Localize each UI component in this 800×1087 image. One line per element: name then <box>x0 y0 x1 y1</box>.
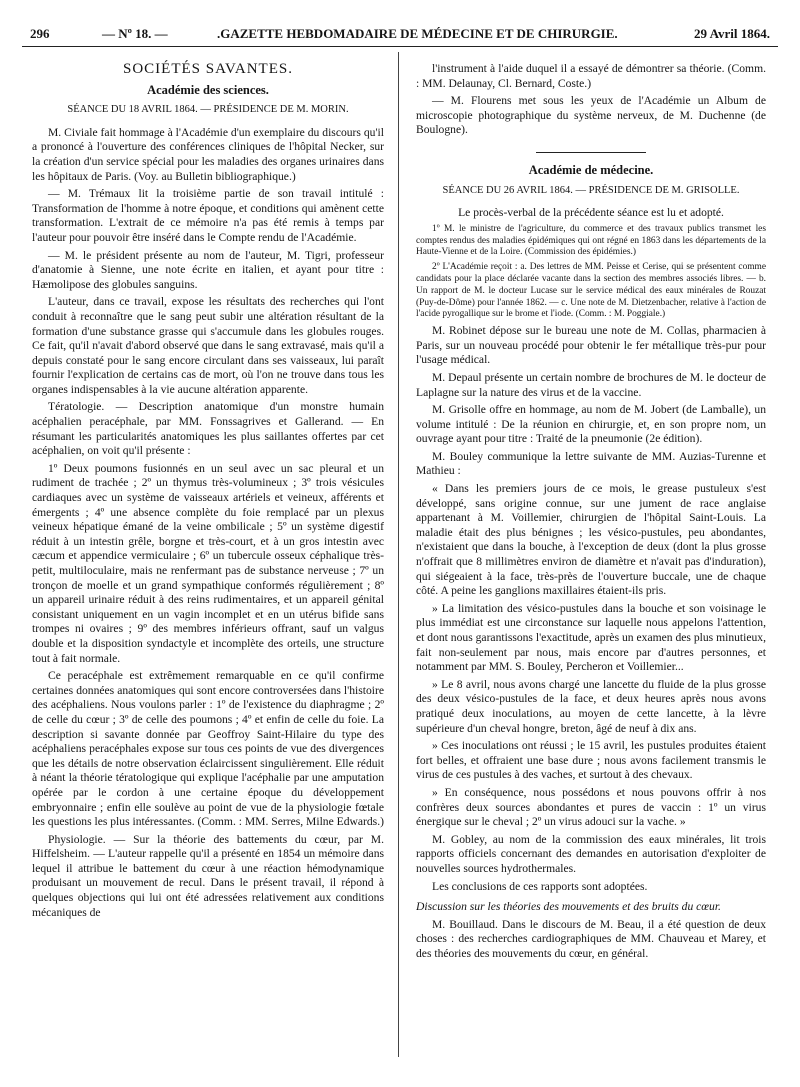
proces-verbal: Le procès-verbal de la précédente séance est lu et adopté. <box>458 206 724 220</box>
paragraph: M. Gobley, au nom de la commission des eaux minérales, lit trois rapports officiels concernant des demandes en autorisation d'exploiter de nouvelles sources hydrothermales. <box>416 832 766 875</box>
correspondence-item: 2º L'Académie reçoit : a. Des lettres de MM. Peisse et Cerise, qui se présentent comme candidats pour la place déclarée vacante dans la section des membres associés libres. — b. Un rapport de M. le docteur Lucase sur le service médical des eaux minérales de Rouzat (Puy-de-Dôme) pour l'année 1862. — c. Une note de M. Dietzenbacher, relative à l'action de l'acide pyrogallique sur le brome et l'iode. (Comm. : M. Poggiale.) <box>416 262 766 320</box>
paragraph: » Ces inoculations ont réussi ; le 15 avril, les pustules produites étaient fort belles, et offraient une base dure ; nous avons facilement transmis le virus de ces pustules à des vaches, et surtout à des chevaux. <box>416 739 766 782</box>
issue-number: — Nº 18. — <box>102 26 168 41</box>
paragraph: M. Bouley communique la lettre suivante de MM. Auzias-Turenne et Mathieu : <box>416 449 766 478</box>
paragraph: « Dans les premiers jours de ce mois, le grease pustuleux s'est développé, sans origine connue, sur une jument de race anglaise appartenant à M. Voillemier, chirurgien de l'hôpital Saint-Louis. La maladie était des plus bénignes ; les vésico-pustules, peu abondantes, n'existaient que dans la bouche, à l'exception de deux (dont la plus grosse n'offrait que 8 millimètres environ de diamètre et n'avait pas d'induration), qui siégeaient à la face, très-près de l'ouverture buccale, une de chaque côté. A peine les ganglions maxillaires étaient-ils pris. <box>416 482 766 598</box>
paragraph: — M. Trémaux lit la troisième partie de son travail intitulé : Transformation de l'homme à notre époque, et conditions qui amènent cette transformation. L'extrait de ce mémoire n'a pas été remis à temps par l'auteur pour pouvoir être inséré dans le Compte rendu de l'Académie. <box>32 187 384 244</box>
paragraph: Les conclusions de ces rapports sont adoptées. <box>432 879 648 893</box>
paragraph: — M. Flourens met sous les yeux de l'Académie un Album de microscopie photographique du système nerveux, de M. Duchenne (de Boulogne). <box>416 94 766 137</box>
paragraph: Ce peracéphale est extrêmement remarquable en ce qu'il confirme certaines données anatomiques qui sont encore controversées dans l'histoire des acéphaliens. Nous voulons parler : 1º de l'existence du diaphragme ; 2º de celle du cœur ; 3º de celle des poumons ; 4º et enfin de celle du foie. La description si savante donnée par Geoffroy Saint-Hilaire du type des acéphaliens peracéphales expose sur tous ces points de vue des divergences que les détails de notre observation éclaircissent singulièrement. Elle réduit à néant la théorie tératologique qui explique l'acéphalie par une amputation opérée par le cordon à une certaine époque du développement embryonnaire ; enfin elle soulève au point de vue de la physiologie fœtale les questions les plus intéressantes. (Comm. : MM. Serres, Milne Edwards.) <box>32 669 384 829</box>
paragraph: M. Bouillaud. Dans le discours de M. Beau, il a été question de deux choses : des recherches cardiographiques de MM. Chauveau et Marey, et des théories des mouvements du cœur, en général. <box>416 917 766 960</box>
seance-line: SÉANCE DU 26 AVRIL 1864. — PRÉSIDENCE DE M. GRISOLLE. <box>442 184 740 196</box>
page-header <box>22 22 778 47</box>
academy-medecine-title: Académie de médecine. <box>528 162 654 177</box>
discussion-title: Discussion sur les théories des mouvements et des bruits du cœur. <box>416 900 721 914</box>
paragraph: M. Civiale fait hommage à l'Académie d'un exemplaire du discours qu'il a prononcé à l'ouverture des conférences cliniques de l'hôpital Necker, sur la création d'un service spécial pour les maladies des organes urinaires dans les hôpitaux de Paris. (Voy. au Bulletin bibliographique.) <box>32 125 384 183</box>
paragraph: M. Depaul présente un certain nombre de brochures de M. le docteur de Laplagne sur la nature des virus et de la vaccine. <box>416 370 766 399</box>
section-title: SOCIÉTÉS SAVANTES. <box>123 61 293 77</box>
paragraph: — M. le président présente au nom de l'auteur, M. Tigri, professeur d'anatomie à Sienne, une note écrite en italien, et ayant pour titre : Hæmolipose des globules sanguins. <box>32 248 384 291</box>
paragraph: » Le 8 avril, nous avons chargé une lancette du fluide de la plus grosse des deux vésico-pustules de la face, et deux heures après nous avons pratiqué deux inoculations, au moyen de cette lancette, à la lèvre supérieure d'un cheval hongre, breton, âgé de neuf à dix ans. <box>416 677 766 735</box>
right-column <box>416 62 766 1075</box>
paragraph: Physiologie. — Sur la théorie des battements du cœur, par M. Hiffelsheim. — L'auteur rappelle qu'il a présenté en 1854 un mémoire dans lequel il attribue le battement du cœur à une réaction hémodynamique produisant un mouvement de recul. Dans le présent travail, il répond à quelques objections qui lui ont été adressées relativement aux conditions mécaniques de <box>32 832 384 919</box>
correspondence-item: 1º M. le ministre de l'agriculture, du commerce et des travaux publics transmet les comptes rendus des maladies épidémiques qui ont régné en 1863 dans les départements de la Haute-Vienne et de la Loire. (Commission des épidémies.) <box>416 223 766 258</box>
left-column <box>32 56 384 1075</box>
paragraph: M. Robinet dépose sur le bureau une note de M. Collas, pharmacien à Paris, sur un nouveau procédé pour obtenir le fer métallique très-pur pour l'usage médical. <box>416 324 766 367</box>
paragraph: Tératologie. — Description anatomique d'un monstre humain acéphalien peracéphale, par MM. Fonssagrives et Gallerand. — En résumant les particularités anatomiques les plus saillantes offertes par cet acéphalien, on voit qu'il présente : <box>32 400 384 458</box>
journal-title: .GAZETTE HEBDOMADAIRE DE MÉDECINE ET DE CHIRURGIE. <box>217 26 618 41</box>
seance-line: SÉANCE DU 18 AVRIL 1864. — PRÉSIDENCE DE M. MORIN. <box>67 104 349 116</box>
paragraph: M. Grisolle offre en hommage, au nom de M. Jobert (de Lamballe), un volume intitulé : De la réunion en chirurgie, et, en son propre nom, un ouvrage ayant pour titre : Traité de la pneumonie (2e édition). <box>416 403 766 446</box>
column-divider <box>398 52 399 1057</box>
academy-sciences-title: Académie des sciences. <box>147 82 269 97</box>
page-number: 296 <box>30 26 50 41</box>
paragraph: l'instrument à l'aide duquel il a essayé de démontrer sa théorie. (Comm. : MM. Delaunay, Cl. Bernard, Coste.) <box>416 62 766 90</box>
paragraph: L'auteur, dans ce travail, expose les résultats des recherches qui l'ont conduit à reconnaître que le sang peut subir une altération résultant de la formation d'une substance grasse qui s'accumule dans les globules rouges. Ce fait, qu'il n'avait d'abord observé que dans le sang extravasé, mais qu'il a depuis constaté pour le sang encore circulant dans ses vaisseaux, lui paraît fournir l'explication de certains cas de mort, où l'on ne trouve dans tous les organes indispensables à la vie aucune altération apparente. <box>32 295 384 396</box>
paragraph: » La limitation des vésico-pustules dans la bouche et son voisinage le plus immédiat est une circonstance sur laquelle nous appelons l'attention, et dont nous garantissons l'exactitude, après un examen des plus minutieux, fait non-seulement par nous, mais encore par d'autres personnes, et notamment par MM. S. Bouley, Percheron et Voillemier... <box>416 601 766 674</box>
issue-date: 29 Avril 1864. <box>694 26 770 41</box>
paragraph: 1º Deux poumons fusionnés en un seul avec un sac pleural et un rudiment de trachée ; 2º un thymus très-volumineux ; 3º trois vésicules cardiaques avec un système de vaisseaux artériels et veineux, afférents et émergents ; 4º une absence complète du foie remplacé par un plexus veineux hépatique émané de la veine ombilicale ; 5º un système digestif réduit à un intestin grêle, borgne et très-court, et à un gros intestin avec cæcum et appendice vermiculaire ; 6º un tubercule osseux céphalique très-petit, multiloculaire, mais ne renfermant pas de substance nerveuse ; 7º un tronçon de moelle et un grand sympathique conformés régulièrement ; 8º un appareil urinaire réduit à des reins rudimentaires, et un appareil génital consistant uniquement en un vagin incomplet et en un utérus bifide sans trompes ni ovaires ; 9º des membres inférieurs offrant, sauf un valgus double et la disposition syndactyle et incomplète des orteils, une structure tout à fait normale. <box>32 461 384 665</box>
section-divider <box>536 152 646 153</box>
paragraph: » En conséquence, nous possédons et nous pouvons offrir à nos confrères deux sources abondantes et pures de vaccin : 1º un virus énergique sur le cheval ; 2º un virus adouci sur la vache. » <box>416 785 766 829</box>
